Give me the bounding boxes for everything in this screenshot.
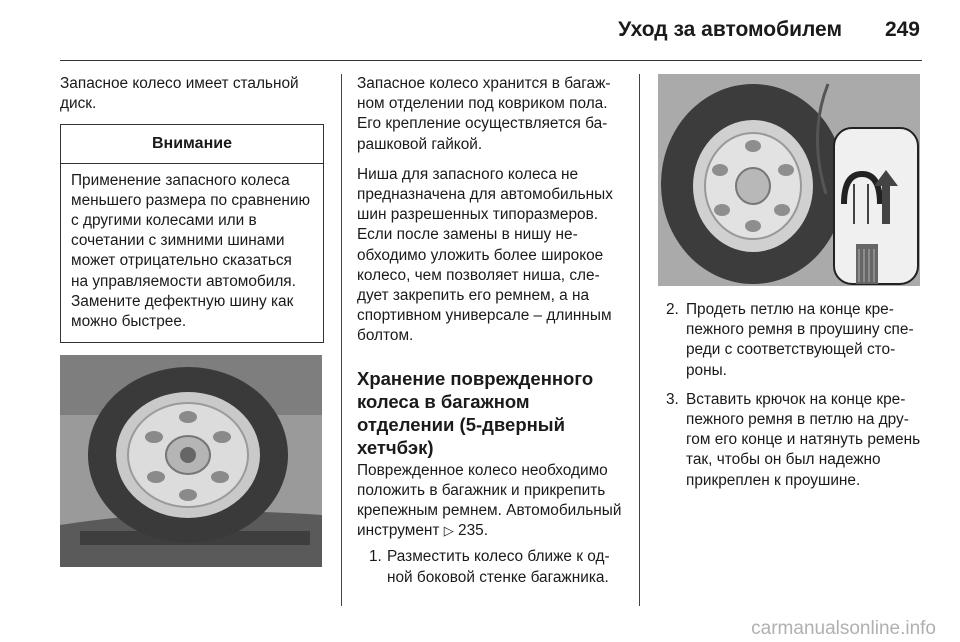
- paragraph-text: Поврежденное колесо необходимо положить в багажник и прикрепить крепежным ремнем. Автомобильный инструмент: [357, 461, 622, 540]
- step-text: Продеть петлю на конце крепежного ремня в проушину спереди с соответствующей стороны.: [686, 301, 914, 379]
- list-item: [658, 300, 924, 381]
- column-divider: [639, 74, 640, 606]
- page-reference-arrow-icon: ▷: [443, 523, 454, 539]
- paragraph: [357, 461, 625, 542]
- watermark: carmanualsonline.info: [751, 618, 936, 639]
- strap-attachment-photo: [658, 74, 920, 286]
- steps-list: [658, 300, 924, 491]
- spare-wheel-photo: [60, 355, 322, 567]
- header-rule: [60, 60, 922, 61]
- column-left: [60, 74, 324, 567]
- column-middle: [357, 74, 625, 597]
- header-title: Уход за автомобилем: [618, 18, 842, 41]
- warning-text: Применение запасного колеса меньшего размера по сравнению с другими колесами или в сочетании с зимними шинами может отрицательно сказаться на управляемости автомобиля. Замените дефектную шину как можно быстрее.: [71, 171, 311, 331]
- step-number: 2.: [666, 301, 679, 318]
- step-number: 1.: [369, 548, 382, 566]
- step-number: 3.: [666, 390, 679, 408]
- step-text: Разместить колесо ближе к одной боковой стенке багажника.: [387, 548, 610, 586]
- list-item: [357, 547, 625, 587]
- paragraph: Ниша для запасного колеса не предназначена для автомобильных шин разрешенных типоразмеров. Если после замены в нишу необходимо уложить более широкое колесо, чем позволяет ниша, следует закрепить его ремнем, а на спортивном универсале – длинным болтом.: [357, 165, 613, 345]
- warning-title: Внимание: [61, 125, 323, 163]
- column-right: [658, 74, 924, 500]
- steps-list: [357, 547, 625, 587]
- section-heading: Хранение поврежденного колеса в багажном отделении (5-дверный хетчбэк): [357, 367, 594, 458]
- warning-box: [60, 124, 324, 343]
- page-header: [0, 0, 960, 62]
- step-text: Вставить крючок на конце крепежного ремня в петлю на другом его конце и натянуть ремень так, чтобы он был надежно прикреплен к проушине.: [686, 390, 921, 489]
- page-reference: 235.: [458, 522, 488, 540]
- page-number: 249: [884, 18, 920, 41]
- intro-paragraph: Запасное колесо имеет стальной диск.: [60, 75, 299, 113]
- column-divider: [341, 74, 342, 606]
- paragraph: Запасное колесо хранится в багажном отделении под ковриком пола. Его крепление осуществляется барашковой гайкой.: [357, 75, 611, 153]
- list-item: [658, 390, 924, 491]
